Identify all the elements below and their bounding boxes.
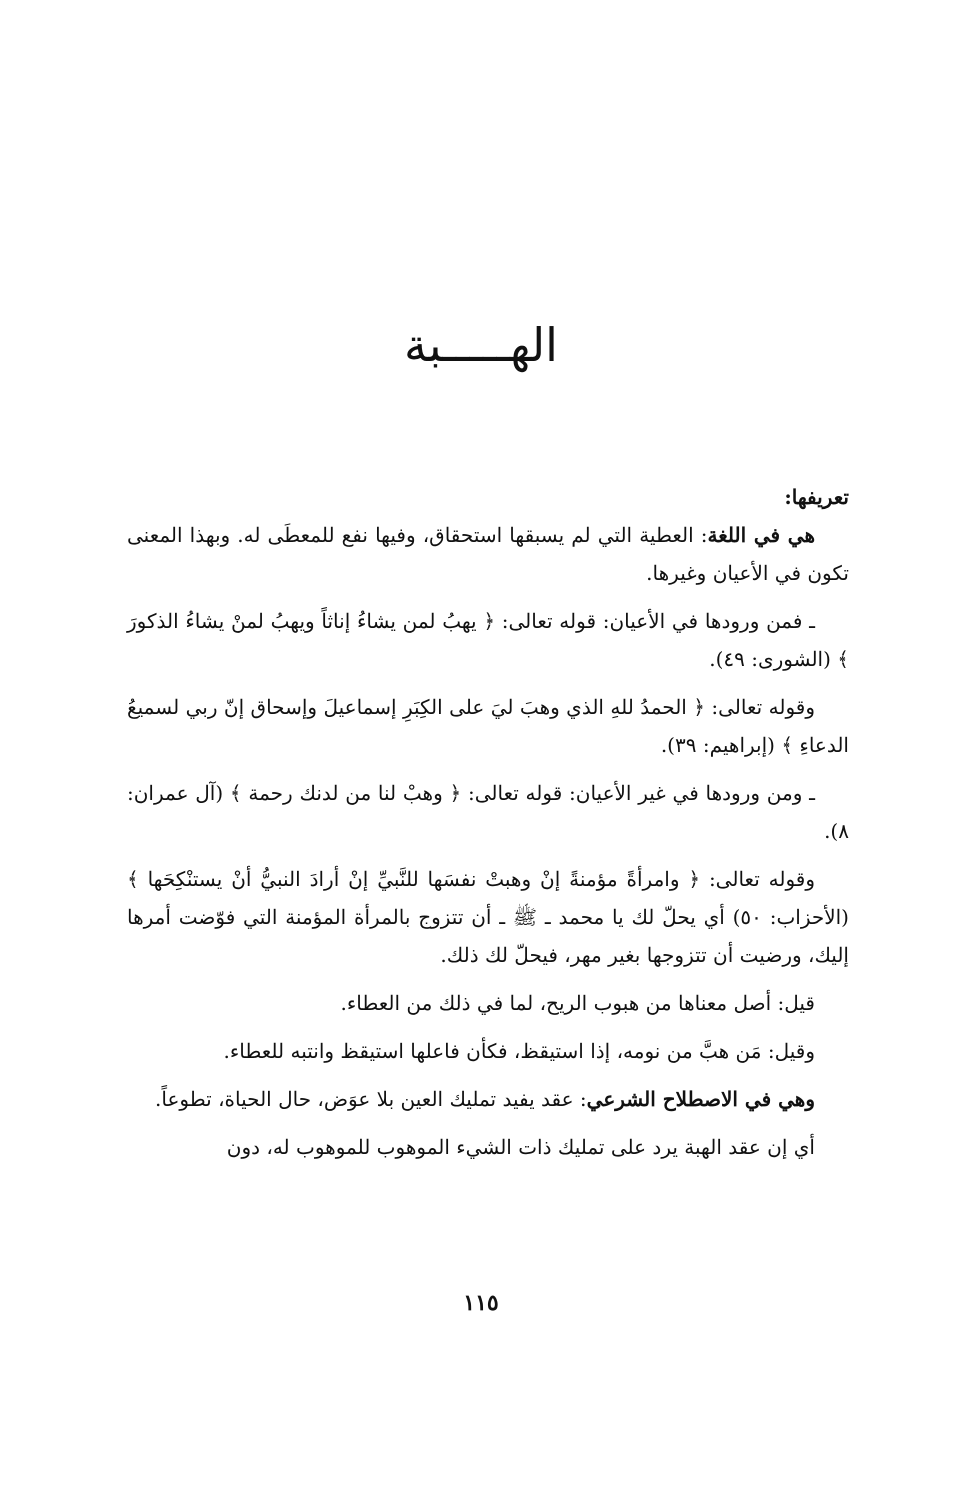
paragraph-text: : العطية التي لم يسبقها استحقاق، وفيها نفع للمعطَى له. وبهذا المعنى تكون في الأعيان وغيرها. [127, 523, 849, 585]
paragraph-7 [127, 1032, 849, 1070]
paragraph-text: ـ ومن ورودها في غير الأعيان: قوله تعالى: ﴿ وهبْ لنا من لدنك رحمة ﴾ (آل عمران: ٨). [127, 781, 849, 843]
paragraph-label: هي في اللغة [707, 523, 816, 547]
paragraph-1 [127, 516, 849, 592]
body-text [127, 478, 849, 1176]
paragraph-5 [127, 860, 849, 974]
paragraph-label: وهي في الاصطلاح الشرعي [586, 1087, 815, 1111]
paragraph-6 [127, 984, 849, 1022]
paragraph-3 [127, 688, 849, 764]
paragraph-2 [127, 602, 849, 678]
chapter-title: الهـــــبة [404, 318, 558, 372]
paragraph-text: : عقد يفيد تمليك العين بلا عوَض، حال الحياة، تطوعاً. [155, 1087, 587, 1111]
paragraph-9 [127, 1128, 849, 1166]
paragraph-text: وقوله تعالى: ﴿ وامرأةً مؤمنةً إنْ وهبتْ نفسَها للنَّبيِّ إنْ أرادَ النبيُّ أنْ يستنْكِحَها ﴾ (الأحزاب: ٥٠) أي يحلّ لك يا محمد ـ ﷺ ـ أن تتزوج بالمرأة المؤمنة التي فوّضت أمرها إليك، ورضيت أن تتزوجها بغير مهر، فيحلّ لك ذلك. [127, 867, 849, 967]
paragraph-text: ـ فمن ورودها في الأعيان: قوله تعالى: ﴿ يهبُ لمن يشاءُ إناثاً ويهبُ لمنْ يشاءُ الذكورَ ﴾ (الشورى: ٤٩). [127, 609, 849, 671]
paragraph-text: أي إن عقد الهبة يرد على تمليك ذات الشيء الموهوب للموهوب له، دون [226, 1135, 815, 1159]
paragraph-text: قيل: أصل معناها من هبوب الريح، لما في ذلك من العطاء. [340, 991, 815, 1015]
paragraph-8 [127, 1080, 849, 1118]
paragraph-text: وقوله تعالى: ﴿ الحمدُ للهِ الذي وهبَ ليَ على الكِبَرِ إسماعيلَ وإسحاق إنّ ربي لسميعُ الدعاءِ ﴾ (إبراهيم: ٣٩). [127, 695, 849, 757]
paragraph-text: وقيل: مَن هبَّ من نومه، إذا استيقظ، فكأن فاعلها استيقظ وانتبه للعطاء. [223, 1039, 815, 1063]
paragraph-4 [127, 774, 849, 850]
section-heading: تعريفها: [784, 485, 849, 509]
page-number: ١١٥ [463, 1290, 499, 1316]
